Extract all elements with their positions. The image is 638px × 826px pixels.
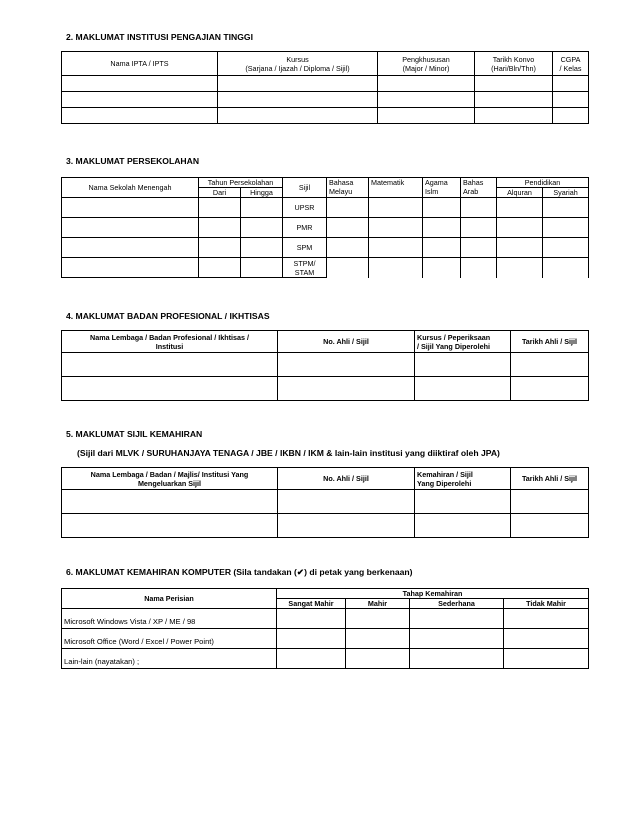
section-6-heading: 6. MAKLUMAT KEMAHIRAN KOMPUTER (Sila tandakan (✔) di petak yang berkenaan) (66, 567, 413, 577)
table-row[interactable] (62, 92, 589, 108)
header-kursus-peperiksaan: Kursus / Peperiksaan / Sijil Yang Diperolehi (415, 331, 511, 353)
checkbox-cell[interactable] (504, 649, 589, 669)
software-office: Microsoft Office (Word / Excel / Power Point) (62, 629, 277, 649)
table-row[interactable] (62, 353, 589, 377)
header-tarikh-ahli: Tarikh Ahli / Sijil (511, 331, 589, 353)
header-tahap-kemahiran: Tahap Kemahiran (277, 589, 589, 599)
table-institusi (61, 51, 589, 124)
header-nama-lembaga: Nama Lembaga / Badan Profesional / Ikhtisas / Institusi (62, 331, 278, 353)
header-bahasa-melayu: Bahasa Melayu (327, 178, 369, 198)
section-3-heading: 3. MAKLUMAT PERSEKOLAHAN (66, 156, 200, 166)
header-mahir: Mahir (346, 599, 410, 609)
table-persekolahan (61, 177, 589, 278)
header-cgpa: CGPA / Kelas (553, 52, 589, 76)
header-pengkhususan: Pengkhususan (Major / Minor) (378, 52, 475, 76)
header-tahun: Tahun Persekolahan (199, 178, 283, 188)
checkbox-cell[interactable] (410, 649, 504, 669)
section-5-subheading: (Sijil dari MLVK / SURUHANJAYA TENAGA / JBE / IKBN / IKM & lain-lain institusi yang diiktiraf oleh JPA) (77, 448, 500, 458)
section-4-heading: 4. MAKLUMAT BADAN PROFESIONAL / IKHTISAS (66, 311, 270, 321)
table-row[interactable] (62, 258, 589, 278)
header-alquran: Alquran (497, 188, 543, 198)
table-kemahiran-komputer (61, 588, 589, 669)
cert-stpm-stam: STPM/ STAM (283, 258, 327, 278)
header-nama-sekolah: Nama Sekolah Menengah (62, 178, 199, 198)
checkbox-cell[interactable] (504, 629, 589, 649)
software-windows: Microsoft Windows Vista / XP / ME / 98 (62, 609, 277, 629)
section-5-heading: 5. MAKLUMAT SIJIL KEMAHIRAN (66, 429, 203, 439)
section-2-heading: 2. MAKLUMAT INSTITUSI PENGAJIAN TINGGI (66, 32, 253, 42)
header-no-ahli: No. Ahli / Sijil (278, 468, 415, 490)
header-nama-lembaga: Nama Lembaga / Badan / Majlis/ Institusi Yang Mengeluarkan Sijil (62, 468, 278, 490)
header-bahasa-arab: Bahas Arab (461, 178, 497, 198)
table-row[interactable] (62, 609, 589, 629)
header-dari: Dari (199, 188, 241, 198)
table-profesional (61, 330, 589, 401)
cert-pmr: PMR (283, 218, 327, 238)
header-hingga: Hingga (241, 188, 283, 198)
header-agama: Agama Islm (423, 178, 461, 198)
checkbox-cell[interactable] (277, 629, 346, 649)
checkbox-cell[interactable] (504, 609, 589, 629)
checkbox-cell[interactable] (277, 609, 346, 629)
header-tarikh-konvo: Tarikh Konvo (Hari/Bln/Thn) (475, 52, 553, 76)
table-row[interactable] (62, 198, 589, 218)
cert-upsr: UPSR (283, 198, 327, 218)
header-nama-perisian: Nama Perisian (62, 589, 277, 609)
checkbox-cell[interactable] (410, 609, 504, 629)
header-no-ahli: No. Ahli / Sijil (278, 331, 415, 353)
header-tidak-mahir: Tidak Mahir (504, 599, 589, 609)
checkbox-cell[interactable] (410, 629, 504, 649)
header-sederhana: Sederhana (410, 599, 504, 609)
cert-spm: SPM (283, 238, 327, 258)
table-row[interactable] (62, 218, 589, 238)
table-row[interactable] (62, 238, 589, 258)
table-row[interactable] (62, 629, 589, 649)
table-row[interactable] (62, 490, 589, 514)
header-sangat-mahir: Sangat Mahir (277, 599, 346, 609)
header-pendidikan: Pendidikan (497, 178, 589, 188)
table-row[interactable] (62, 514, 589, 538)
table-row[interactable] (62, 649, 589, 669)
header-nama-ipta: Nama IPTA / IPTS (62, 52, 218, 76)
checkbox-cell[interactable] (346, 629, 410, 649)
checkbox-cell[interactable] (346, 609, 410, 629)
header-kemahiran-sijil: Kemahiran / Sijil Yang Diperolehi (415, 468, 511, 490)
table-row[interactable] (62, 76, 589, 92)
header-syariah: Syariah (543, 188, 589, 198)
table-row[interactable] (62, 108, 589, 124)
table-sijil-kemahiran (61, 467, 589, 538)
header-sijil: Sijil (283, 178, 327, 198)
header-kursus: Kursus (Sarjana / Ijazah / Diploma / Sijil) (218, 52, 378, 76)
software-lain-lain[interactable]: Lain-lain (nayatakan) ; (62, 649, 277, 669)
table-row[interactable] (62, 377, 589, 401)
header-tarikh-ahli: Tarikh Ahli / Sijil (511, 468, 589, 490)
header-matematik: Matematik (369, 178, 423, 198)
checkbox-cell[interactable] (346, 649, 410, 669)
checkbox-cell[interactable] (277, 649, 346, 669)
